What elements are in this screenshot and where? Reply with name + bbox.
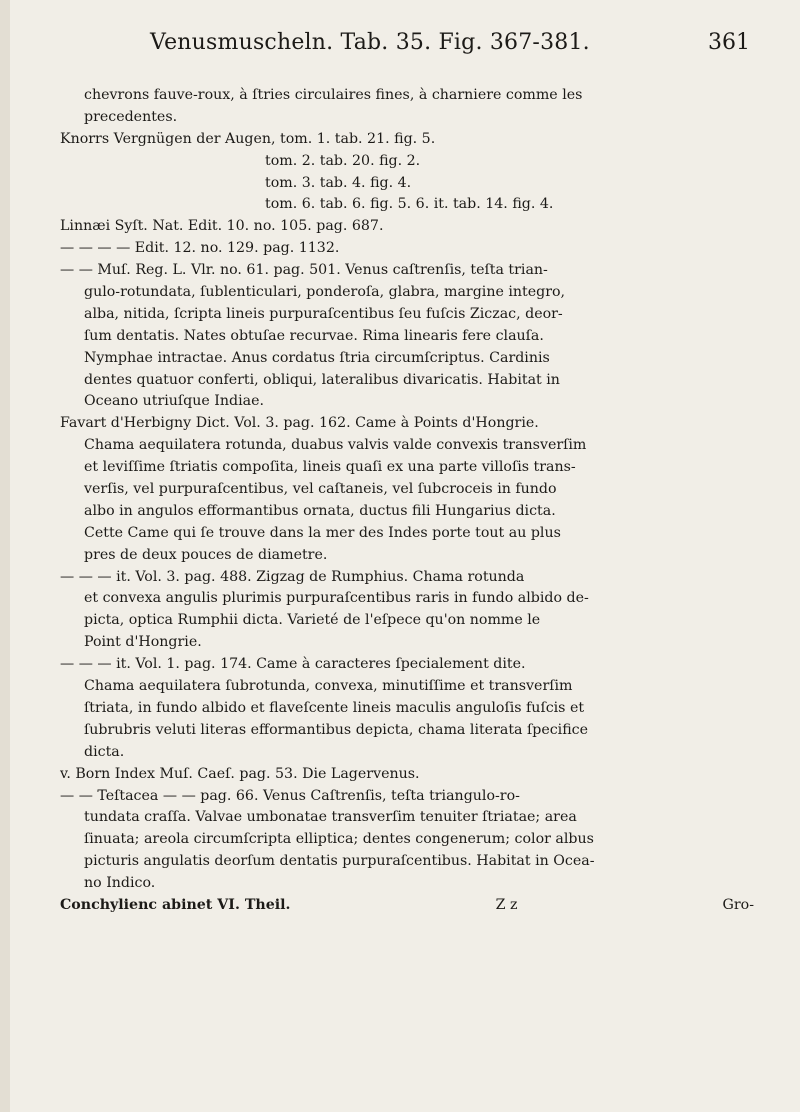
text-line: et convexa angulis plurimis purpuraſcentibus raris in fundo albido de- bbox=[84, 590, 589, 607]
text-line: ſum dentatis. Nates obtuſae recurvae. Rima linearis fere clauſa. bbox=[84, 327, 544, 344]
text-line: Chama aequilatera ſubrotunda, convexa, minutiſſime et transverſim bbox=[84, 678, 573, 695]
text-line: Favart d'Herbigny Dict. Vol. 3. pag. 162. Came à Points d'Hongrie. bbox=[60, 415, 539, 432]
text-line: picta, optica Rumphii dicta. Varieté de l'eſpece qu'on nomme le bbox=[84, 612, 541, 629]
text-line: ſtriata, in fundo albido et flaveſcente lineis maculis anguloſis fuſcis et bbox=[84, 699, 585, 716]
text-line: albo in angulos efformantibus ornata, ductus fili Hungarius dicta. bbox=[84, 502, 556, 519]
running-header bbox=[150, 22, 750, 62]
text-line: pres de deux pouces de diametre. bbox=[84, 546, 328, 563]
text-line: ſinuata; areola circumſcripta elliptica; dentes congenerum; color albus bbox=[84, 831, 594, 848]
text-line: Knorrs Vergnügen der Augen, tom. 1. tab. 21. fig. 5. bbox=[60, 130, 436, 147]
text-line: Nymphae intractae. Anus cordatus ſtria circumſcriptus. Cardinis bbox=[84, 349, 550, 366]
text-line: et leviſſime ſtriatis compoſita, lineis quaſi ex una parte villoſis trans- bbox=[84, 459, 576, 476]
body-text bbox=[60, 85, 760, 917]
text-line: Oceano utriuſque Indiae. bbox=[84, 393, 265, 410]
text-line: precedentes. bbox=[84, 108, 178, 125]
text-line: tundata craſſa. Valvae umbonatae transverſim tenuiter ſtriatae; area bbox=[84, 809, 577, 826]
text-line: dentes quatuor conferti, obliqui, lateralibus divaricatis. Habitat in bbox=[84, 371, 560, 388]
text-line: — — Teſtacea — — pag. 66. Venus Caſtrenſis, teſta triangulo-ro- bbox=[60, 787, 520, 804]
text-line: picturis angulatis deorſum dentatis purpuraſcentibus. Habitat in Ocea- bbox=[84, 853, 595, 870]
text-line: Point d'Hongrie. bbox=[84, 634, 202, 651]
text-line: gulo-rotundata, ſublenticulari, ponderoſa, glabra, margine integro, bbox=[84, 284, 566, 301]
text-line: dicta. bbox=[84, 743, 125, 760]
text-line: Cette Came qui ſe trouve dans la mer des Indes porte tout au plus bbox=[84, 524, 561, 541]
sheet-mark: Z z bbox=[495, 896, 518, 913]
text-line: — — — — Edit. 12. no. 129. pag. 1132. bbox=[60, 240, 340, 257]
text-line: Chama aequilatera rotunda, duabus valvis valde convexis transverſim bbox=[84, 437, 587, 454]
footer bbox=[60, 895, 760, 917]
text-line: no Indico. bbox=[84, 875, 156, 892]
text-line: v. Born Index Muſ. Caeſ. pag. 53. Die Lagervenus. bbox=[60, 765, 420, 782]
text-line: Linnæi Syſt. Nat. Edit. 10. no. 105. pag. 687. bbox=[60, 218, 384, 235]
text-line: tom. 3. tab. 4. fig. 4. bbox=[265, 174, 412, 191]
text-line: — — — it. Vol. 1. pag. 174. Came à caracteres ſpecialement dite. bbox=[60, 656, 526, 673]
text-line: tom. 6. tab. 6. fig. 5. 6. it. tab. 14. fig. 4. bbox=[265, 196, 554, 213]
text-line: — — Muſ. Reg. L. Vlr. no. 61. pag. 501. Venus caſtrenſis, teſta trian- bbox=[60, 262, 548, 279]
page-number: 361 bbox=[708, 30, 750, 55]
catchword: Gro- bbox=[722, 896, 754, 913]
text-line: verſis, vel purpuraſcentibus, vel caſtaneis, vel ſubcroceis in fundo bbox=[84, 481, 557, 498]
footer-signature: Conchylienc abinet VI. Theil. bbox=[60, 896, 291, 913]
text-line: tom. 2. tab. 20. fig. 2. bbox=[265, 152, 421, 169]
text-line: — — — it. Vol. 3. pag. 488. Zigzag de Rumphius. Chama rotunda bbox=[60, 568, 525, 585]
page-edge bbox=[0, 0, 10, 1112]
text-line: chevrons fauve-roux, à ſtries circulaires fines, à charniere comme les bbox=[84, 87, 583, 103]
text-line: ſubrubris veluti literas efformantibus depicta, chama literata ſpecifice bbox=[84, 721, 589, 738]
header-title: Venusmuscheln. Tab. 35. Fig. 367-381. bbox=[150, 30, 590, 55]
text-line: alba, nitida, ſcripta lineis purpuraſcentibus ſeu fuſcis Ziczac, deor- bbox=[84, 305, 563, 322]
